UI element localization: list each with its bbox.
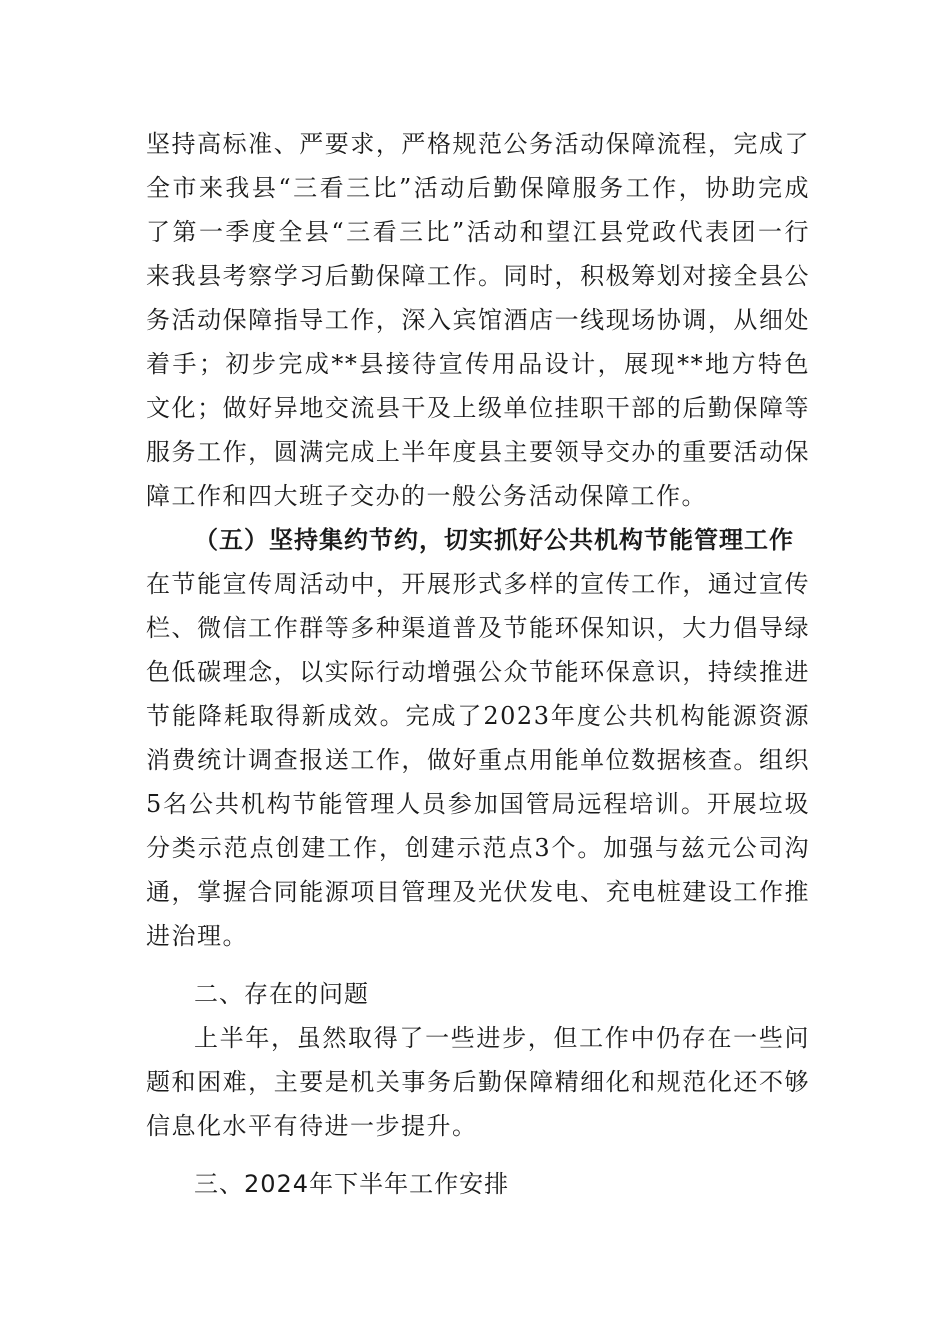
section-two-body: 上半年，虽然取得了一些进步，但工作中仍存在一些问题和困难，主要是机关事务后勤保障精细化和规范化还不够信息化水平有待进一步提升。 — [146, 1024, 810, 1140]
paragraph-continued: 坚持高标准、严要求，严格规范公务活动保障流程，完成了全市来我县“三看三比”活动后勤保障服务工作，协助完成了第一季度全县“三看三比”活动和望江县党政代表团一行来我县考察学习后勤保障工作。同时，积极筹划对接全县公务活动保障指导工作，深入宾馆酒店一线现场协调，从细处着手；初步完成**县接待宣传用品设计，展现**地方特色文化；做好异地交流县干及上级单位挂职干部的后勤保障等服务工作，圆满完成上半年度县主要领导交办的重要活动保障工作和四大班子交办的一般公务活动保障工作。 — [146, 130, 810, 510]
section-five-heading: （五）坚持集约节约，切实抓好公共机构节能管理工作 — [194, 526, 794, 554]
section-five-body: 在节能宣传周活动中，开展形式多样的宣传工作，通过宣传栏、微信工作群等多种渠道普及节能环保知识，大力倡导绿色低碳理念，以实际行动增强公众节能环保意识，持续推进节能降耗取得新成效。完成了2023年度公共机构能源资源消费统计调查报送工作，做好重点用能单位数据核查。组织5名公共机构节能管理人员参加国管局远程培训。开展垃圾分类示范点创建工作，创建示范点3个。加强与兹元公司沟通，掌握合同能源项目管理及光伏发电、充电桩建设工作推进治理。 — [146, 570, 810, 950]
section-three-heading: 三、2024年下半年工作安排 — [194, 1170, 510, 1198]
document-body — [146, 122, 810, 1206]
section-two-heading: 二、存在的问题 — [194, 980, 369, 1008]
